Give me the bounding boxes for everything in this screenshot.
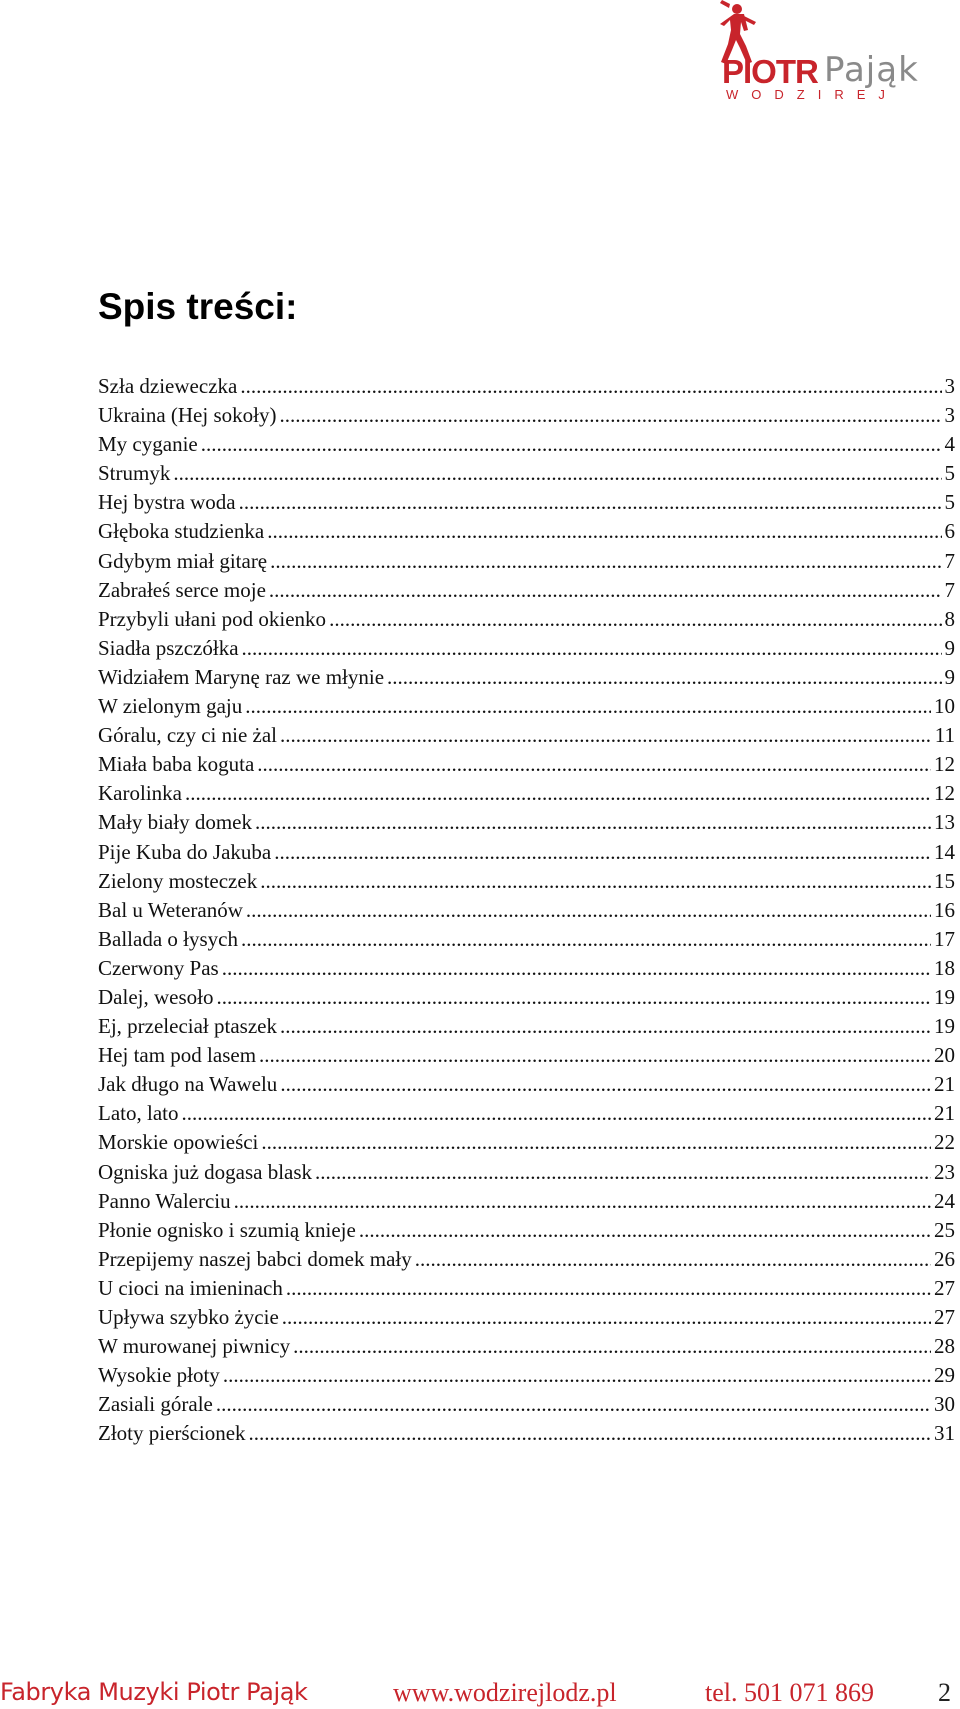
toc-entry[interactable] xyxy=(98,867,955,896)
toc-entry-page: 14 xyxy=(934,839,955,864)
toc-entry[interactable] xyxy=(98,808,955,837)
toc-dot-leader xyxy=(240,372,941,401)
toc-entry-title: U cioci na imieninach xyxy=(98,1275,283,1300)
page-number: 2 xyxy=(938,1678,951,1707)
toc-entry-page: 11 xyxy=(934,723,955,748)
toc-entry-title: Ballada o łysych xyxy=(98,926,238,951)
toc-entry-page: 23 xyxy=(934,1159,955,1184)
toc-dot-leader xyxy=(241,925,931,954)
toc-entry[interactable] xyxy=(98,1158,955,1187)
toc-entry-page: 20 xyxy=(934,1043,955,1068)
toc-entry-page: 3 xyxy=(944,403,955,428)
toc-entry-page: 10 xyxy=(934,694,955,719)
table-of-contents xyxy=(98,372,955,1448)
toc-dot-leader xyxy=(255,808,931,837)
toc-entry[interactable] xyxy=(98,954,955,983)
toc-entry[interactable] xyxy=(98,1128,955,1157)
toc-dot-leader xyxy=(260,867,931,896)
footer-phone: tel. 501 071 869 xyxy=(705,1678,874,1707)
toc-entry-title: Hej bystra woda xyxy=(98,490,236,515)
toc-entry-page: 7 xyxy=(944,577,955,602)
toc-entry-title: Widziałem Marynę raz we młynie xyxy=(98,664,385,689)
toc-dot-leader xyxy=(293,1332,931,1361)
toc-dot-leader xyxy=(359,1216,931,1245)
toc-dot-leader xyxy=(280,1012,931,1041)
toc-dot-leader xyxy=(216,983,931,1012)
toc-dot-leader xyxy=(245,692,931,721)
toc-entry[interactable] xyxy=(98,983,955,1012)
toc-entry-title: Bal u Weteranów xyxy=(98,897,243,922)
toc-entry-page: 9 xyxy=(944,635,955,660)
toc-entry[interactable] xyxy=(98,1419,955,1448)
toc-dot-leader xyxy=(280,721,932,750)
toc-entry[interactable] xyxy=(98,1070,955,1099)
toc-dot-leader xyxy=(274,838,931,867)
toc-entry-page: 15 xyxy=(934,868,955,893)
toc-entry-page: 19 xyxy=(934,984,955,1009)
toc-entry[interactable] xyxy=(98,517,955,546)
toc-entry-title: Zabrałeś serce moje xyxy=(98,577,266,602)
toc-entry-title: Zasiali górale xyxy=(98,1392,213,1417)
toc-entry[interactable] xyxy=(98,750,955,779)
toc-entry-title: Ukraina (Hej sokoły) xyxy=(98,403,277,428)
toc-dot-leader xyxy=(279,401,941,430)
toc-entry-title: Gdybym miał gitarę xyxy=(98,548,268,573)
toc-entry-page: 21 xyxy=(934,1101,955,1126)
toc-entry-title: Przepijemy naszej babci domek mały xyxy=(98,1246,412,1271)
toc-entry-page: 30 xyxy=(934,1392,955,1417)
page-title: Spis treści: xyxy=(98,286,298,327)
toc-entry-page: 17 xyxy=(934,926,955,951)
toc-entry-page: 5 xyxy=(944,461,955,486)
toc-entry[interactable] xyxy=(98,1041,955,1070)
toc-dot-leader xyxy=(222,954,931,983)
toc-dot-leader xyxy=(201,430,942,459)
toc-entry-title: Góralu, czy ci nie żal xyxy=(98,723,277,748)
toc-entry-title: Ogniska już dogasa blask xyxy=(98,1159,313,1184)
toc-entry[interactable] xyxy=(98,430,955,459)
toc-dot-leader xyxy=(185,779,931,808)
toc-entry-title: My cyganie xyxy=(98,432,198,457)
toc-dot-leader xyxy=(329,605,941,634)
toc-entry-page: 3 xyxy=(944,374,955,398)
toc-entry[interactable] xyxy=(98,1012,955,1041)
toc-entry[interactable] xyxy=(98,1187,955,1216)
footer xyxy=(0,1676,960,1709)
toc-entry[interactable] xyxy=(98,1099,955,1128)
toc-entry[interactable] xyxy=(98,1332,955,1361)
toc-entry-title: Płonie ognisko i szumią knieje xyxy=(98,1217,356,1242)
toc-entry[interactable] xyxy=(98,896,955,925)
toc-entry[interactable] xyxy=(98,779,955,808)
toc-entry-page: 6 xyxy=(944,519,955,544)
toc-dot-leader xyxy=(249,1419,931,1448)
toc-dot-leader xyxy=(234,1187,931,1216)
toc-entry-title: Morskie opowieści xyxy=(98,1130,259,1155)
toc-entry-page: 7 xyxy=(944,548,955,573)
toc-entry-title: Szła dzieweczka xyxy=(98,374,238,398)
toc-dot-leader xyxy=(270,547,941,576)
toc-entry-page: 24 xyxy=(934,1188,955,1213)
toc-entry[interactable] xyxy=(98,1216,955,1245)
toc-entry-title: W murowanej piwnicy xyxy=(98,1334,291,1359)
toc-dot-leader xyxy=(216,1390,931,1419)
toc-entry[interactable] xyxy=(98,1245,955,1274)
toc-entry[interactable] xyxy=(98,925,955,954)
toc-entry-page: 5 xyxy=(944,490,955,515)
toc-entry-title: Panno Walerciu xyxy=(98,1188,231,1213)
toc-entry-page: 18 xyxy=(934,955,955,980)
toc-dot-leader xyxy=(239,488,942,517)
toc-entry[interactable] xyxy=(98,576,955,605)
toc-entry-page: 25 xyxy=(934,1217,955,1242)
toc-entry-title: Ej, przeleciał ptaszek xyxy=(98,1014,277,1039)
toc-entry[interactable] xyxy=(98,721,955,750)
toc-dot-leader xyxy=(246,896,931,925)
toc-entry[interactable] xyxy=(98,1274,955,1303)
footer-company: Fabryka Muzyki Piotr Pająk xyxy=(0,1678,308,1706)
toc-entry-title: Karolinka xyxy=(98,781,182,806)
toc-entry-title: Pije Kuba do Jakuba xyxy=(98,839,272,864)
toc-entry[interactable] xyxy=(98,605,955,634)
toc-entry-page: 12 xyxy=(934,781,955,806)
toc-entry[interactable] xyxy=(98,634,955,663)
footer-website-link[interactable]: www.wodzirejlodz.pl xyxy=(393,1678,617,1707)
toc-dot-leader xyxy=(242,634,942,663)
toc-entry[interactable] xyxy=(98,459,955,488)
toc-entry-page: 28 xyxy=(934,1334,955,1359)
toc-entry-title: Upływa szybko życie xyxy=(98,1305,279,1329)
toc-dot-leader xyxy=(387,663,941,692)
toc-entry-page: 21 xyxy=(934,1072,955,1097)
toc-entry[interactable] xyxy=(98,663,955,692)
toc-entry[interactable] xyxy=(98,401,955,430)
toc-dot-leader xyxy=(173,459,941,488)
toc-entry[interactable] xyxy=(98,547,955,576)
toc-dot-leader xyxy=(315,1158,931,1187)
toc-entry-title: W zielonym gaju xyxy=(98,694,243,719)
toc-dot-leader xyxy=(269,576,942,605)
toc-entry-page: 12 xyxy=(934,752,955,777)
toc-dot-leader xyxy=(181,1099,931,1128)
toc-entry[interactable] xyxy=(98,372,955,401)
toc-entry-page: 29 xyxy=(934,1363,955,1388)
toc-entry-title: Jak długo na Wawelu xyxy=(98,1072,278,1097)
toc-dot-leader xyxy=(259,1041,931,1070)
toc-entry-page: 27 xyxy=(934,1275,955,1300)
toc-dot-leader xyxy=(286,1274,931,1303)
toc-dot-leader xyxy=(280,1070,931,1099)
logo xyxy=(700,0,960,112)
toc-entry-title: Wysokie płoty xyxy=(98,1363,220,1388)
toc-entry-page: 8 xyxy=(944,606,955,631)
toc-entry[interactable] xyxy=(98,1303,955,1332)
toc-entry[interactable] xyxy=(98,692,955,721)
logo-tagline: WODZIREJ xyxy=(726,87,898,102)
toc-entry-title: Czerwony Pas xyxy=(98,955,219,980)
toc-dot-leader xyxy=(267,517,941,546)
toc-entry-title: Głęboka studzienka xyxy=(98,519,265,544)
toc-dot-leader xyxy=(223,1361,931,1390)
toc-entry[interactable] xyxy=(98,1361,955,1390)
toc-entry-page: 16 xyxy=(934,897,955,922)
logo-name-gray: Pająk xyxy=(824,50,919,90)
toc-entry-title: Hej tam pod lasem xyxy=(98,1043,257,1068)
toc-dot-leader xyxy=(261,1128,931,1157)
toc-entry[interactable] xyxy=(98,488,955,517)
toc-entry-page: 4 xyxy=(944,432,955,457)
toc-entry-page: 22 xyxy=(934,1130,955,1155)
toc-entry-title: Mały biały domek xyxy=(98,810,252,835)
logo-name-red: PIOTR xyxy=(722,53,818,90)
toc-entry-page: 9 xyxy=(944,664,955,689)
toc-entry-page: 27 xyxy=(934,1305,955,1329)
toc-entry-page: 19 xyxy=(934,1014,955,1039)
toc-dot-leader xyxy=(257,750,931,779)
toc-entry[interactable] xyxy=(98,838,955,867)
toc-entry-title: Strumyk xyxy=(98,461,171,486)
toc-dot-leader xyxy=(415,1245,931,1274)
toc-entry-title: Siadła pszczółka xyxy=(98,635,239,660)
toc-entry[interactable] xyxy=(98,1390,955,1419)
toc-entry-page: 26 xyxy=(934,1246,955,1271)
toc-entry-title: Miała baba koguta xyxy=(98,752,255,777)
toc-entry-title: Przybyli ułani pod okienko xyxy=(98,606,327,631)
toc-entry-title: Lato, lato xyxy=(98,1101,179,1126)
toc-entry-title: Złoty pierścionek xyxy=(98,1421,246,1446)
toc-entry-title: Zielony mosteczek xyxy=(98,868,258,893)
toc-entry-title: Dalej, wesoło xyxy=(98,984,214,1009)
toc-dot-leader xyxy=(282,1303,931,1332)
toc-entry-page: 31 xyxy=(934,1421,955,1446)
toc-entry-page: 13 xyxy=(934,810,955,835)
